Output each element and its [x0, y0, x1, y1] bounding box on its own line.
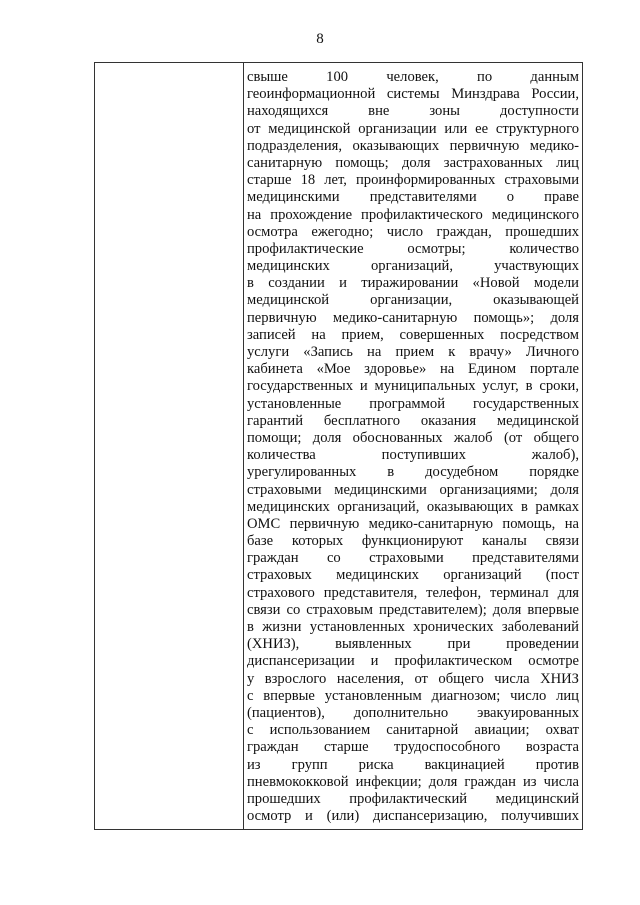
text-line: количества поступивших жалоб),	[247, 447, 579, 464]
text-line: в жизни установленных хронических заболеваний	[247, 619, 579, 635]
text-line: с впервые установленным диагнозом; число лиц	[247, 687, 579, 704]
text-line: свыше 100 человек, по данным	[247, 69, 579, 85]
text-line: граждан со страховыми представителями	[247, 550, 579, 567]
text-line: медицинских организаций, участвующих	[247, 258, 579, 275]
text-line: помощи; доля обоснованных жалоб (от общего	[247, 429, 579, 446]
text-line: установленные программой государственных	[247, 395, 579, 412]
text-line: ОМС первичную медико-санитарную помощь, на	[247, 515, 579, 532]
text-line: пневмококковой инфекции; доля граждан из числа	[247, 773, 579, 790]
text-line: находящихся вне зоны доступности	[247, 103, 579, 120]
text-line: базе которых функционируют каналы связи	[247, 533, 579, 550]
text-line: связи со страховым представителем); доля впервые	[247, 601, 579, 618]
text-line: медицинских организаций, оказывающих в рамках	[247, 498, 579, 515]
text-line: кабинета «Мое здоровье» на Едином портале	[247, 361, 579, 378]
text-line: прошедших профилактический медицинский	[247, 790, 579, 807]
text-line: услуги «Запись на прием к врачу» Личного	[247, 344, 579, 360]
text-line: геоинформационной системы Минздрава России,	[247, 86, 579, 103]
text-line: гарантий бесплатного оказания медицинской	[247, 412, 579, 429]
text-line: из групп риска вакцинацией против	[247, 756, 579, 773]
text-line: медицинской организации, оказывающей	[247, 292, 579, 309]
text-line: профилактические осмотры; количество	[247, 240, 579, 257]
text-line: от медицинской организации или ее структурного	[247, 120, 579, 137]
text-line: с использованием санитарной авиации; охват	[247, 722, 579, 739]
text-line: (пациентов), дополнительно эвакуированных	[247, 704, 579, 721]
text-line: граждан старше трудоспособного возраста	[247, 739, 579, 756]
document-table	[94, 62, 583, 830]
text-line: на прохождение профилактического медицинского	[247, 206, 579, 223]
column-divider	[243, 63, 244, 829]
page-number: 8	[316, 31, 324, 47]
text-line: страхового представителя, телефон, терминал для	[247, 584, 579, 601]
text-line: диспансеризации и профилактическом осмотре	[247, 653, 579, 670]
text-line: подразделения, оказывающих первичную медико-	[247, 137, 579, 154]
text-line: старше 18 лет, проинформированных страховыми	[247, 172, 579, 189]
right-cell-text	[247, 69, 579, 825]
text-line: страховых медицинских организаций (пост	[247, 567, 579, 584]
text-line: у взрослого населения, от общего числа ХНИЗ	[247, 670, 579, 687]
text-line: урегулированных в досудебном порядке	[247, 464, 579, 481]
text-line: санитарную помощь; доля застрахованных лиц	[247, 154, 579, 171]
text-line: осмотр и (или) диспансеризацию, получивших	[247, 808, 579, 825]
text-line: первичную медико-санитарную помощь»; доля	[247, 309, 579, 326]
text-line: государственных и муниципальных услуг, в сроки,	[247, 378, 579, 395]
text-line: записей на прием, совершенных посредством	[247, 326, 579, 343]
text-line: (ХНИЗ), выявленных при проведении	[247, 636, 579, 653]
text-line: страховыми медицинскими организациями; доля	[247, 481, 579, 498]
text-line: медицинскими представителями о праве	[247, 189, 579, 206]
text-line: осмотра ежегодно; число граждан, прошедших	[247, 223, 579, 240]
text-line: в создании и тиражировании «Новой модели	[247, 275, 579, 292]
